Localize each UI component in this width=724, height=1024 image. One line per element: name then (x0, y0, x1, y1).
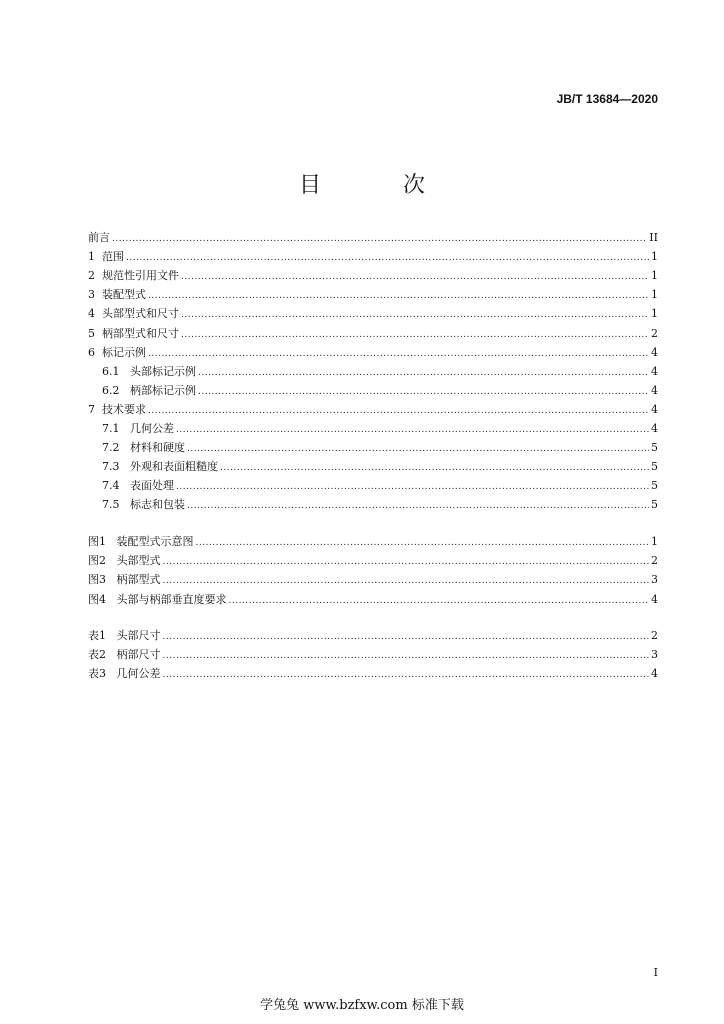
dot-leader (148, 403, 649, 419)
toc-entry-title: 几何公差 (129, 422, 174, 435)
dot-leader (198, 365, 649, 381)
table-entry-number: 表1 (88, 629, 117, 642)
table-entry-number: 表3 (88, 667, 117, 681)
dot-leader (181, 307, 649, 323)
toc-entry-page: 5 (651, 479, 658, 493)
toc-entry-title: 范围 (102, 250, 124, 264)
toc-entry-title: 外观和表面粗糙度 (129, 460, 218, 474)
table-entry-title: 柄部尺寸 (116, 648, 161, 662)
figure-entry-number: 图3 (88, 573, 117, 587)
figure-entry-title: 柄部型式 (116, 573, 161, 587)
dot-leader (163, 667, 650, 683)
toc-entry-number: 4 (88, 307, 102, 321)
figure-entry-page: 4 (651, 592, 658, 606)
toc-entry-number: 6 (88, 345, 102, 359)
dot-leader (181, 327, 649, 343)
toc-entry[interactable] (88, 345, 658, 361)
figure-entry-number: 图1 (88, 535, 117, 548)
figure-entry-title: 头部与柄部垂直度要求 (116, 592, 227, 606)
table-entry-page: 2 (651, 629, 658, 642)
page-title: 目 次 (298, 173, 455, 198)
toc-entry[interactable] (88, 421, 658, 437)
page-number: I (653, 966, 658, 979)
toc-entry[interactable] (88, 459, 658, 475)
toc-entry-title: 表面处理 (129, 479, 174, 493)
toc-entry-page: 4 (651, 402, 658, 416)
figure-entry[interactable] (88, 553, 658, 569)
dot-leader (148, 288, 649, 304)
table-entry[interactable] (88, 666, 658, 682)
toc-entry-page: 5 (651, 441, 658, 455)
dot-leader (196, 535, 650, 551)
figure-entry-title: 头部型式 (116, 554, 161, 568)
table-entry[interactable] (88, 628, 658, 644)
dot-leader (163, 573, 650, 589)
dot-leader (198, 384, 649, 400)
toc-entry-number: 7.1 (102, 422, 130, 435)
toc-entry-number: 7.3 (102, 460, 130, 474)
toc-entry-page: 4 (651, 345, 658, 359)
table-entry[interactable] (88, 647, 658, 663)
toc-entry-number: 7.4 (102, 479, 130, 493)
toc-entry-title: 标记示例 (102, 345, 146, 359)
toc-entry-title: 标志和包装 (129, 498, 185, 512)
toc-entry[interactable] (88, 249, 658, 265)
toc-entry-number: 7.5 (102, 498, 130, 512)
toc-entry[interactable] (88, 383, 658, 399)
toc-entry[interactable] (88, 287, 658, 303)
figure-entry[interactable] (88, 534, 658, 550)
toc-entry[interactable] (88, 230, 658, 246)
toc-entry-page: 4 (651, 422, 658, 435)
toc-entry-title: 柄部标记示例 (129, 383, 196, 397)
figure-entry-page: 2 (651, 554, 658, 568)
table-entry-page: 4 (651, 667, 658, 681)
toc-entry-number: 7.2 (102, 441, 130, 455)
toc-entry-title: 柄部型式和尺寸 (102, 326, 179, 340)
toc-entry-number: 6.2 (102, 383, 130, 397)
figure-entry[interactable] (88, 592, 658, 608)
figure-entry-number: 图4 (88, 592, 117, 606)
table-entry-number: 表2 (88, 648, 117, 662)
toc-entry-title: 头部型式和尺寸 (102, 307, 179, 321)
toc-entry-page: 4 (651, 364, 658, 378)
toc-entry-title: 规范性引用文件 (102, 269, 179, 283)
dot-leader (163, 554, 650, 570)
dot-leader (112, 231, 647, 247)
figure-entry[interactable] (88, 572, 658, 588)
toc-entry-page: 1 (651, 307, 658, 321)
dot-leader (176, 479, 649, 495)
figure-entry-page: 3 (651, 573, 658, 587)
toc-entry-number: 3 (88, 288, 102, 302)
dot-leader (163, 648, 650, 664)
dot-leader (187, 498, 649, 514)
toc-entry-title: 头部标记示例 (129, 364, 196, 378)
dot-leader (176, 422, 649, 438)
toc-entry[interactable] (88, 306, 658, 322)
dot-leader (126, 250, 649, 266)
toc-entry-page: 5 (651, 498, 658, 512)
dot-leader (229, 593, 650, 609)
toc-entry-number: 2 (88, 269, 102, 283)
toc-entry-page: 2 (651, 326, 658, 340)
footer-watermark: 学兔兔 www.bzfxw.com 标准下载 (260, 998, 464, 1013)
table-entry-title: 几何公差 (116, 667, 161, 681)
toc-entry-page: 1 (651, 250, 658, 264)
toc-entry-page: 4 (651, 383, 658, 397)
toc-entry-page: 1 (651, 288, 658, 302)
toc-entry[interactable] (88, 402, 658, 418)
dot-leader (187, 441, 649, 457)
toc-entry[interactable] (88, 440, 658, 456)
figure-entry-number: 图2 (88, 554, 117, 568)
toc-entry[interactable] (88, 326, 658, 342)
toc-entry-number: 5 (88, 326, 102, 340)
toc-entry-title: 技术要求 (102, 402, 146, 416)
dot-leader (163, 629, 650, 645)
toc-entry-page: II (649, 231, 658, 244)
toc-entry[interactable] (88, 364, 658, 380)
dot-leader (220, 460, 649, 476)
table-entry-title: 头部尺寸 (116, 629, 161, 642)
toc-entry-number: 6.1 (102, 364, 130, 378)
document-code: JB/T 13684—2020 (556, 92, 658, 106)
dot-leader (181, 269, 649, 285)
toc-entry-page: 1 (651, 269, 658, 283)
toc-entry-page: 5 (651, 460, 658, 474)
toc-entry-number: 7 (88, 402, 102, 416)
figure-entry-title: 装配型式示意图 (116, 535, 194, 548)
toc-entry-title: 材料和硬度 (129, 441, 185, 455)
figure-entry-page: 1 (651, 535, 658, 548)
toc-entry[interactable] (88, 268, 658, 284)
table-entry-page: 3 (651, 648, 658, 662)
toc-entry[interactable] (88, 497, 658, 513)
toc-entry-title: 前言 (88, 231, 110, 244)
toc-entry-number: 1 (88, 250, 102, 264)
dot-leader (148, 346, 649, 362)
toc-entry[interactable] (88, 478, 658, 494)
toc-entry-title: 装配型式 (102, 288, 146, 302)
